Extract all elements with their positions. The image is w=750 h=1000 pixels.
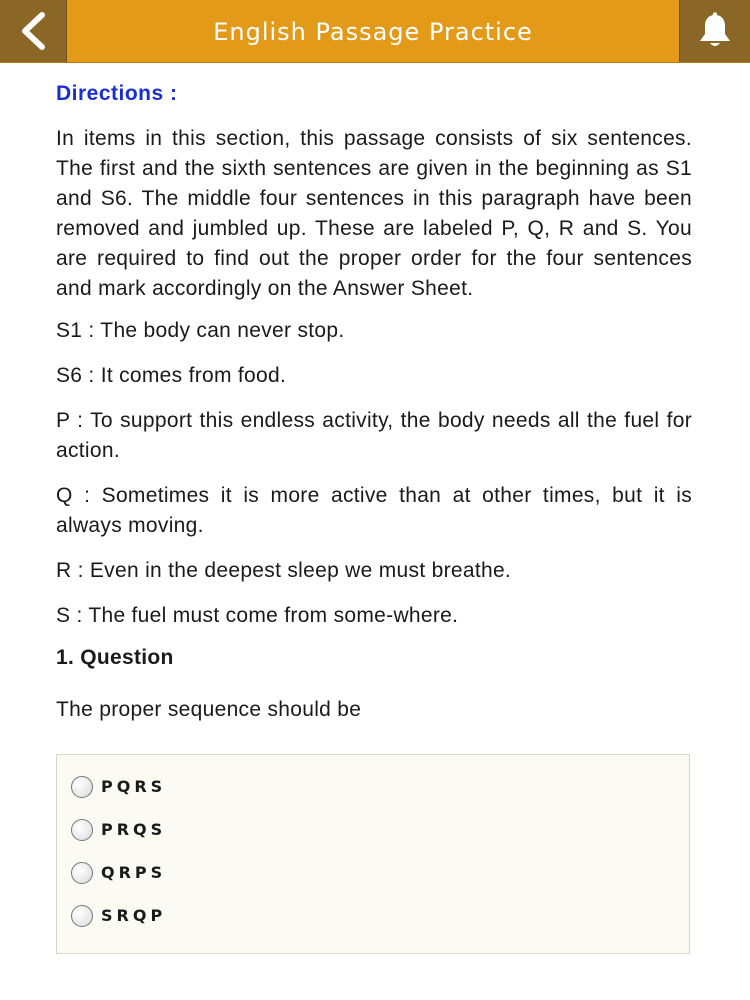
question-text: The proper sequence should be (56, 698, 362, 721)
sentence-s1: S1 : The body can never stop. (56, 319, 345, 342)
question-heading: 1. Question (56, 646, 174, 669)
directions-text: In items in this section, this passage consists of six sentences. The first and the sixth sentences are given in the beginning as S1 and S6. The middle four sentences in this paragraph have been removed and jumbled up. These are labeled P, Q, R and S. You are required to find out the proper order for the four sentences and mark accordingly on the Answer Sheet. (56, 127, 692, 300)
option-qrps[interactable] (57, 851, 689, 894)
directions-heading: Directions : (56, 82, 178, 105)
page-title: English Passage Practice (213, 18, 533, 46)
bell-icon (695, 11, 735, 51)
notification-button[interactable] (679, 0, 750, 62)
answer-options (56, 754, 690, 954)
radio-button[interactable] (71, 905, 93, 927)
back-button[interactable] (0, 0, 67, 62)
app-header (0, 0, 750, 63)
option-label: QRPS (101, 863, 167, 882)
radio-button[interactable] (71, 819, 93, 841)
option-label: PQRS (101, 777, 167, 796)
radio-button[interactable] (71, 862, 93, 884)
sentence-r: R : Even in the deepest sleep we must breathe. (56, 559, 512, 582)
option-prqs[interactable] (57, 808, 689, 851)
sentence-q: Q : Sometimes it is more active than at other times, but it is always moving. (56, 484, 692, 537)
sentence-s6: S6 : It comes from food. (56, 364, 287, 387)
option-pqrs[interactable] (57, 765, 689, 808)
option-label: SRQP (101, 906, 167, 925)
radio-button[interactable] (71, 776, 93, 798)
sentence-s: S : The fuel must come from some-where. (56, 604, 459, 627)
option-label: PRQS (101, 820, 167, 839)
sentence-p: P : To support this endless activity, the body needs all the fuel for action. (56, 409, 692, 462)
option-srqp[interactable] (57, 894, 689, 937)
chevron-left-icon (18, 11, 48, 51)
passage-content (56, 82, 692, 954)
